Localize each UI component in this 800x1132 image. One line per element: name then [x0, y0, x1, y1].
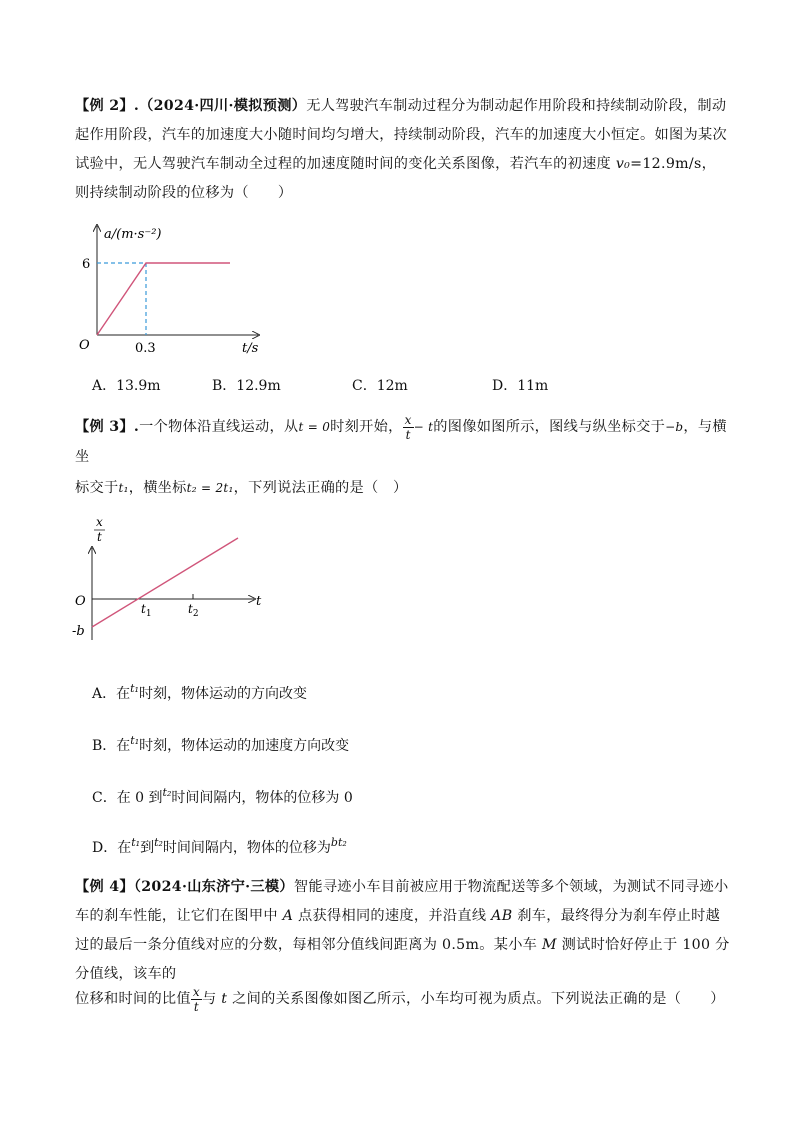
frac-den: t [193, 999, 199, 1014]
option-a[interactable]: A．13.9m [92, 378, 161, 394]
option-c-prefix: C．在 0 到 [92, 790, 163, 806]
option-d[interactable]: D．11m [492, 378, 549, 394]
example-4-body-5: 位移和时间的比值 [75, 991, 191, 1007]
option-c[interactable]: C．12m [352, 378, 408, 394]
example-2-tag: 【例 2】. [75, 98, 140, 114]
y-label-denominator: t [97, 530, 102, 544]
x-over-t-versus-t-graph [70, 510, 280, 655]
option-a-suffix: 时刻，物体运动的方向改变 [138, 686, 307, 702]
line-ab-symbol: AB [491, 908, 513, 924]
option-b[interactable]: B．12.9m [212, 378, 281, 394]
example-3-text-1: 一个物体沿直线运动，从 [139, 419, 299, 435]
t1-symbol: t₁ [131, 836, 141, 849]
example-2-source: （2024·四川·模拟预测） [139, 98, 307, 114]
example-2-body: 无人驾驶汽车制动过程分为制动起作用阶段和持续制动阶段，制动起作用阶段，汽车的加速度大小随时间均匀增大，持续制动阶段，汽车的加速度大小恒定。如图为某次试验中，无人驾驶汽车制动全过程的加速度随时间的变化关系图像，若汽车的初速度 [75, 98, 727, 172]
example-4-body-6: 与 [201, 991, 222, 1007]
example-4-body-7: 之间的关系图像如图乙所示，小车均可视为质点。下列说法正确的是（ ） [227, 991, 725, 1007]
option-b-prefix: B．在 [92, 738, 131, 754]
frac-den: t [405, 427, 411, 442]
example-2-body-end: =12.9m/s，则持续制动阶段的位移为（ ） [75, 156, 717, 201]
x-over-t-fraction [191, 985, 202, 1014]
example-4-tag: 【例 4】 [75, 879, 134, 895]
option-c-suffix: 时间间隔内，物体的位移为 0 [171, 790, 353, 806]
example-4-last-line [75, 984, 730, 1014]
option-b[interactable] [92, 735, 349, 755]
acceleration-time-graph [70, 218, 290, 360]
example-4-source: （2024·山东济宁·三模） [133, 879, 294, 895]
t1-symbol: t₁ [118, 481, 129, 495]
t2-label: $t_2$ [188, 602, 199, 619]
example-3-text-4: ，与横坐 [75, 419, 727, 465]
example-3-text-2: 时刻开始， [330, 419, 403, 435]
t2-symbol: t₂ [154, 836, 163, 849]
y-axis-label: a/(m·s⁻²) [104, 227, 162, 242]
option-d-mid: 到 [140, 840, 155, 856]
t-symbol: t [221, 991, 228, 1007]
minus-b-label: -b [72, 624, 85, 639]
v0-symbol: v₀ [615, 156, 631, 172]
graph-line [92, 538, 238, 627]
example-3-text-3: 的图像如图所示，图线与纵坐标交于 [433, 419, 666, 435]
option-d-suffix: 时间间隔内，物体的位移为 [162, 840, 331, 856]
t2-equation: t₂ = 2t₁ [186, 481, 234, 495]
example-3-text-7: ，下列说法正确的是（ ） [233, 480, 408, 496]
y-label-numerator: x [96, 515, 103, 529]
option-d[interactable] [92, 837, 347, 857]
example-4-body-2: 点获得相同的速度，并沿直线 [293, 908, 492, 924]
t1-symbol: t₁ [130, 682, 139, 695]
t2-symbol: t₂ [162, 786, 172, 799]
example-4-text [75, 873, 730, 989]
option-a[interactable] [92, 683, 307, 703]
origin-label: O [75, 594, 86, 609]
example-3-line-2 [75, 474, 730, 503]
t-zero-symbol: t = 0 [298, 420, 331, 434]
x-tick-0-3: 0.3 [135, 341, 156, 356]
minus-b-symbol: −b [665, 420, 684, 434]
point-a-symbol: A [282, 908, 294, 924]
example-3-line-1 [75, 412, 730, 472]
y-tick-6: 6 [82, 257, 91, 272]
x-over-t-fraction [403, 413, 414, 442]
minus-t-symbol: − t [413, 420, 434, 434]
example-2-text [75, 92, 730, 208]
option-b-suffix: 时刻，物体运动的加速度方向改变 [139, 738, 350, 754]
example-4-body-4: 测试时恰好停止于 100 分分值线，该车的 [75, 937, 730, 982]
example-3-text-6: ，横坐标 [128, 480, 187, 496]
frac-num: x [192, 984, 200, 999]
example-4-body-3: 刹车，最终得分为刹车停止时越过的最后一条分值线对应的分数，每相邻分值线间距离为 0.5m。某小车 [75, 908, 721, 953]
t1-label: $t_1$ [141, 602, 152, 619]
example-4-body-1: 智能寻迹小车目前被应用于物流配送等多个领域，为测试不同寻迹小车的刹车性能，让它们在图甲中 [75, 879, 729, 924]
option-d-prefix: D．在 [92, 840, 132, 856]
bt2-symbol: bt₂ [330, 836, 347, 849]
t1-symbol: t₁ [130, 734, 140, 747]
option-a-prefix: A．在 [92, 686, 131, 702]
t-axis-label: t [256, 594, 262, 609]
frac-num: x [404, 412, 412, 427]
option-c[interactable] [92, 787, 353, 807]
x-axis-label: t/s [242, 341, 259, 356]
car-m-symbol: M [541, 937, 557, 953]
example-3-text-5: 标交于 [75, 480, 119, 496]
example-3-tag: 【例 3】. [75, 419, 140, 435]
acceleration-line [97, 263, 230, 335]
origin-label: O [79, 338, 90, 353]
